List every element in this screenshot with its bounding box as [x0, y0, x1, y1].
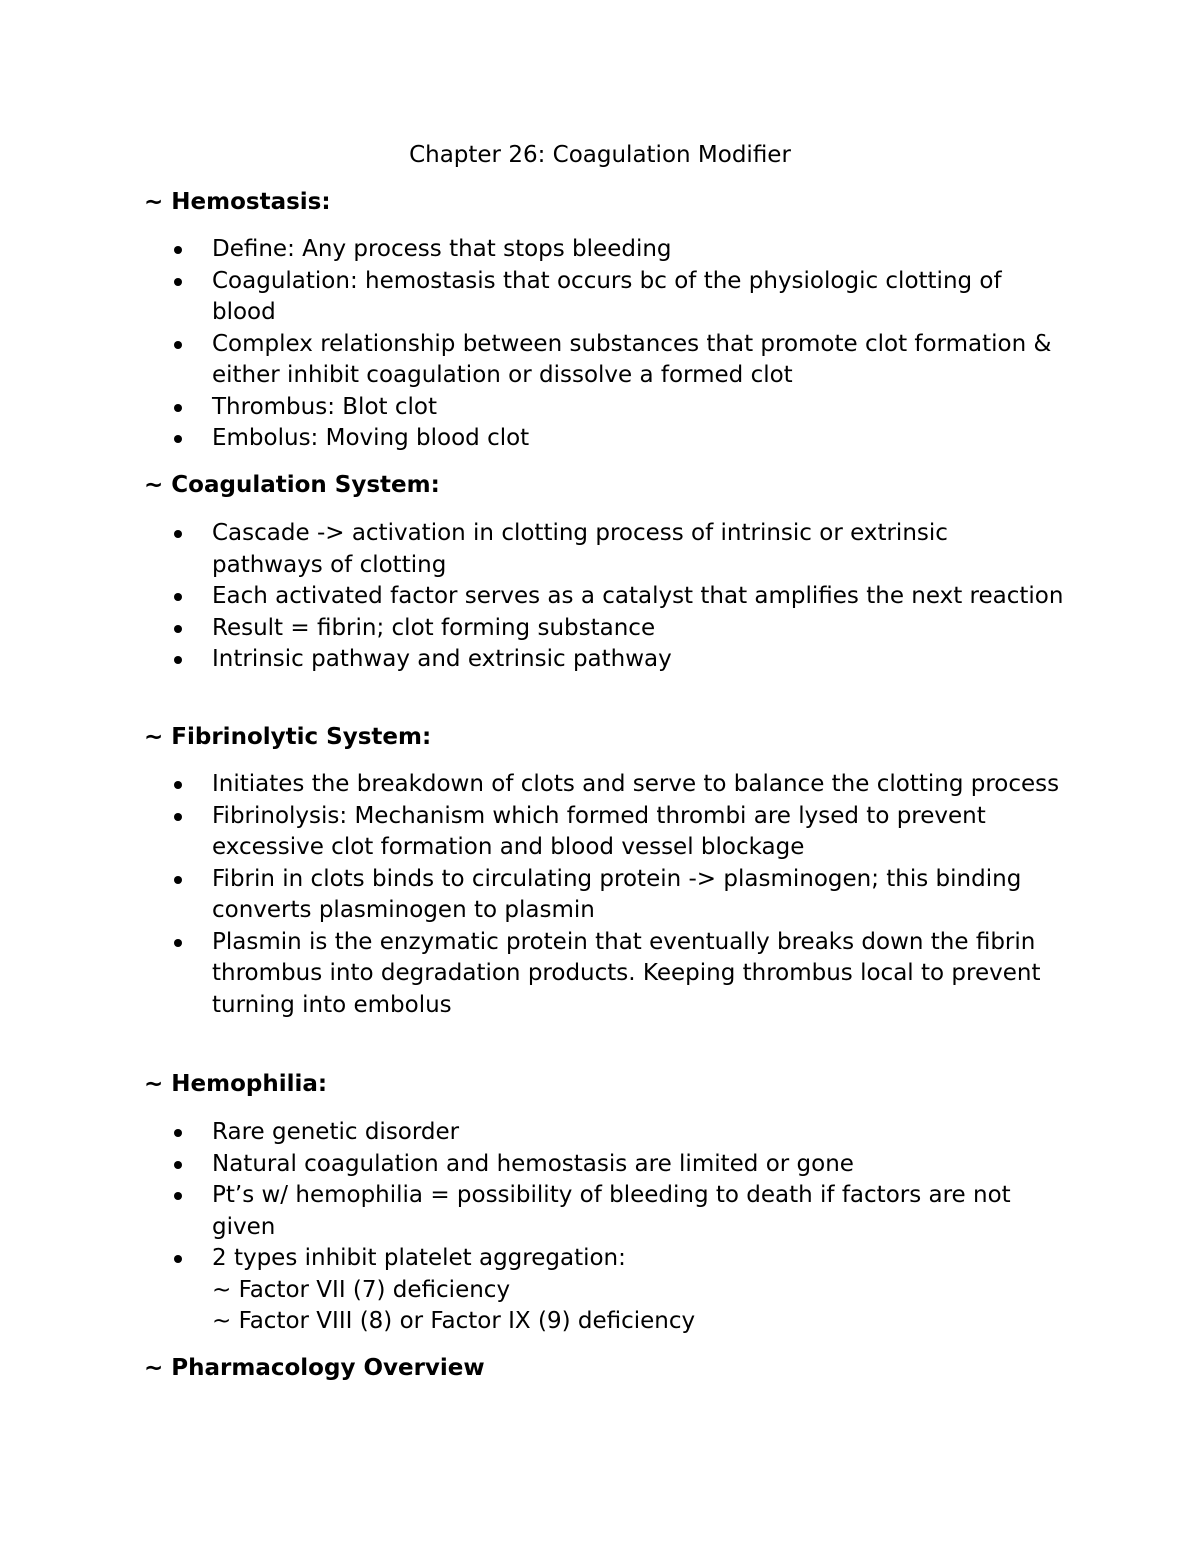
section-heading-hemophilia: ~ Hemophilia:	[144, 1071, 328, 1097]
list-item: Coagulation: hemostasis that occurs bc of the physiologic clotting of blood	[144, 266, 1064, 329]
list-item: Define: Any process that stops bleeding	[144, 234, 1064, 266]
fibrinolytic-system-list	[144, 769, 1064, 1021]
list-item-text: 2 types inhibit platelet aggregation:	[212, 1245, 626, 1271]
section-heading-fibrinolytic-system: ~ Fibrinolytic System:	[144, 724, 432, 750]
list-item: Natural coagulation and hemostasis are limited or gone	[144, 1149, 1064, 1181]
sub-item: ~ Factor VII (7) deficiency	[212, 1276, 511, 1303]
list-item: Pt’s w/ hemophilia = possibility of bleeding to death if factors are not given	[144, 1180, 1064, 1243]
hemophilia-list	[144, 1117, 1064, 1338]
hemostasis-list	[144, 234, 1064, 455]
coagulation-system-list	[144, 518, 1064, 676]
list-item: Plasmin is the enzymatic protein that eventually breaks down the fibrin thrombus into degradation products. Keeping thrombus local to prevent turning into embolus	[144, 927, 1064, 1022]
list-item: Embolus: Moving blood clot	[144, 423, 1064, 455]
list-item: Fibrin in clots binds to circulating protein -> plasminogen; this binding converts plasminogen to plasmin	[144, 864, 1064, 927]
section-heading-hemostasis: ~ Hemostasis:	[144, 189, 331, 215]
list-item: Complex relationship between substances that promote clot formation & either inhibit coagulation or dissolve a formed clot	[144, 329, 1064, 392]
list-item: Intrinsic pathway and extrinsic pathway	[144, 644, 1064, 676]
list-item: Result = fibrin; clot forming substance	[144, 613, 1064, 645]
list-item: Each activated factor serves as a catalyst that amplifies the next reaction	[144, 581, 1064, 613]
list-item: Initiates the breakdown of clots and serve to balance the clotting process	[144, 769, 1064, 801]
sub-item: ~ Factor VIII (8) or Factor IX (9) deficiency	[212, 1308, 696, 1334]
section-heading-coagulation-system: ~ Coagulation System:	[144, 472, 440, 498]
list-item	[144, 1243, 1064, 1338]
document-title: Chapter 26: Coagulation Modifier	[409, 142, 791, 168]
section-heading-pharmacology-overview: ~ Pharmacology Overview	[144, 1355, 485, 1381]
list-item: Cascade -> activation in clotting process of intrinsic or extrinsic pathways of clotting	[144, 518, 1064, 581]
list-item: Rare genetic disorder	[144, 1117, 1064, 1149]
list-item: Fibrinolysis: Mechanism which formed thrombi are lysed to prevent excessive clot formation and blood vessel blockage	[144, 801, 1064, 864]
list-item: Thrombus: Blot clot	[144, 392, 1064, 424]
